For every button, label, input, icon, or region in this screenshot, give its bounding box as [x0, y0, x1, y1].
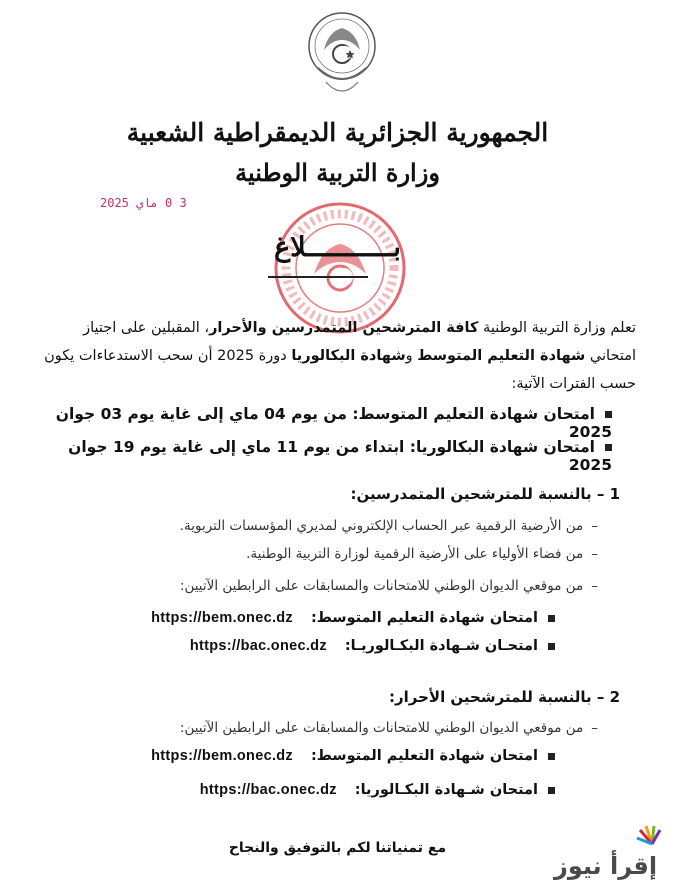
- section1-item: [40, 546, 598, 562]
- dash-bullet: –: [591, 546, 598, 562]
- closing-wish: مع تمنياتنا لكم بالتوفيق والنجاح: [228, 840, 447, 856]
- section2-heading: 2 – بالنسبة للمترشحين الأحرار:: [388, 688, 620, 706]
- section-heading-text: بالنسبة للمترشحين المتمدرسين:: [350, 485, 592, 503]
- date-stamp: 3 0 ماي 2025: [100, 196, 187, 210]
- intro-paragraph: [36, 314, 636, 398]
- bullet-square-icon: [548, 615, 555, 622]
- section-number: 1: [609, 485, 620, 503]
- item-text: من موقعي الديوان الوطني للامتحانات والمسابقات على الرابطين الآتيين:: [179, 578, 584, 594]
- notice-title: بـــــــــــلاغ: [274, 232, 401, 263]
- dash-bullet: –: [591, 578, 598, 594]
- intro-text: و: [405, 348, 418, 364]
- bac-link[interactable]: https://bac.onec.dz: [199, 782, 337, 798]
- ministry-title: وزارة التربية الوطنية: [235, 158, 440, 187]
- link-row: [40, 610, 555, 626]
- bullet-square-icon: [548, 753, 555, 760]
- title-underline: [268, 276, 368, 278]
- intro-bold-candidates: كافة المترشحين المتمدرسين والأحرار: [209, 320, 479, 336]
- period-bac: [40, 438, 612, 474]
- link-label: امتحـان شـهادة البكـالوريـا:: [344, 638, 538, 654]
- intro-bold-bac: شهادة البكالوريا: [291, 348, 406, 364]
- link-row: [40, 638, 555, 654]
- bem-link[interactable]: https://bem.onec.dz: [151, 748, 293, 764]
- bullet-square-icon: [605, 444, 612, 451]
- section1-item: [40, 518, 598, 534]
- section2-item: [40, 720, 598, 736]
- period-text: امتحان شهادة البكالوريا: ابتداء من يوم 11 ماي إلى غاية يوم 19 جوان 2025: [68, 438, 612, 474]
- section1-heading: 1 – بالنسبة للمترشحين المتمدرسين:: [350, 485, 620, 503]
- link-label: امتحان شـهادة البكـالوريا:: [354, 782, 538, 798]
- intro-text: تعلم وزارة التربية الوطنية: [478, 320, 636, 336]
- section-number: 2: [609, 688, 620, 706]
- period-bem: [40, 405, 612, 441]
- section-heading-text: بالنسبة للمترشحين الأحرار:: [388, 688, 592, 706]
- bullet-square-icon: [605, 411, 612, 418]
- item-text: من فضاء الأولياء على الأرضية الرقمية لوزارة التربية الوطنية.: [246, 546, 584, 562]
- dash-bullet: –: [591, 720, 598, 736]
- link-label: امتحان شهادة التعليم المتوسط:: [310, 610, 538, 626]
- intro-bold-bem: شهادة التعليم المتوسط: [417, 348, 586, 364]
- bullet-square-icon: [548, 787, 555, 794]
- bullet-square-icon: [548, 643, 555, 650]
- bac-link[interactable]: https://bac.onec.dz: [189, 638, 327, 654]
- intro-text: دورة 2025 أن سحب الاستدعاءات يكون حسب الفترات الآتية:: [44, 348, 636, 392]
- bem-link[interactable]: https://bem.onec.dz: [151, 610, 293, 626]
- intro-text: ، المقبلين على اجتياز امتحاني: [83, 320, 636, 364]
- item-text: من موقعي الديوان الوطني للامتحانات والمسابقات على الرابطين الآتيين:: [179, 720, 584, 736]
- item-text: من الأرضية الرقمية عبر الحساب الإلكتروني لمديري المؤسسات التربوية.: [179, 518, 584, 534]
- republic-title: الجمهورية الجزائرية الديمقراطية الشعبية: [126, 118, 549, 147]
- link-row: [40, 782, 555, 798]
- link-row: [40, 748, 555, 764]
- watermark-text: إقرأ نيوز: [554, 852, 658, 880]
- algeria-emblem-icon: [306, 10, 378, 104]
- section1-item: [40, 578, 598, 594]
- link-label: امتحان شهادة التعليم المتوسط:: [310, 748, 538, 764]
- period-text: امتحان شهادة التعليم المتوسط: من يوم 04 ماي إلى غاية يوم 03 جوان 2025: [55, 405, 612, 441]
- dash-bullet: –: [591, 518, 598, 534]
